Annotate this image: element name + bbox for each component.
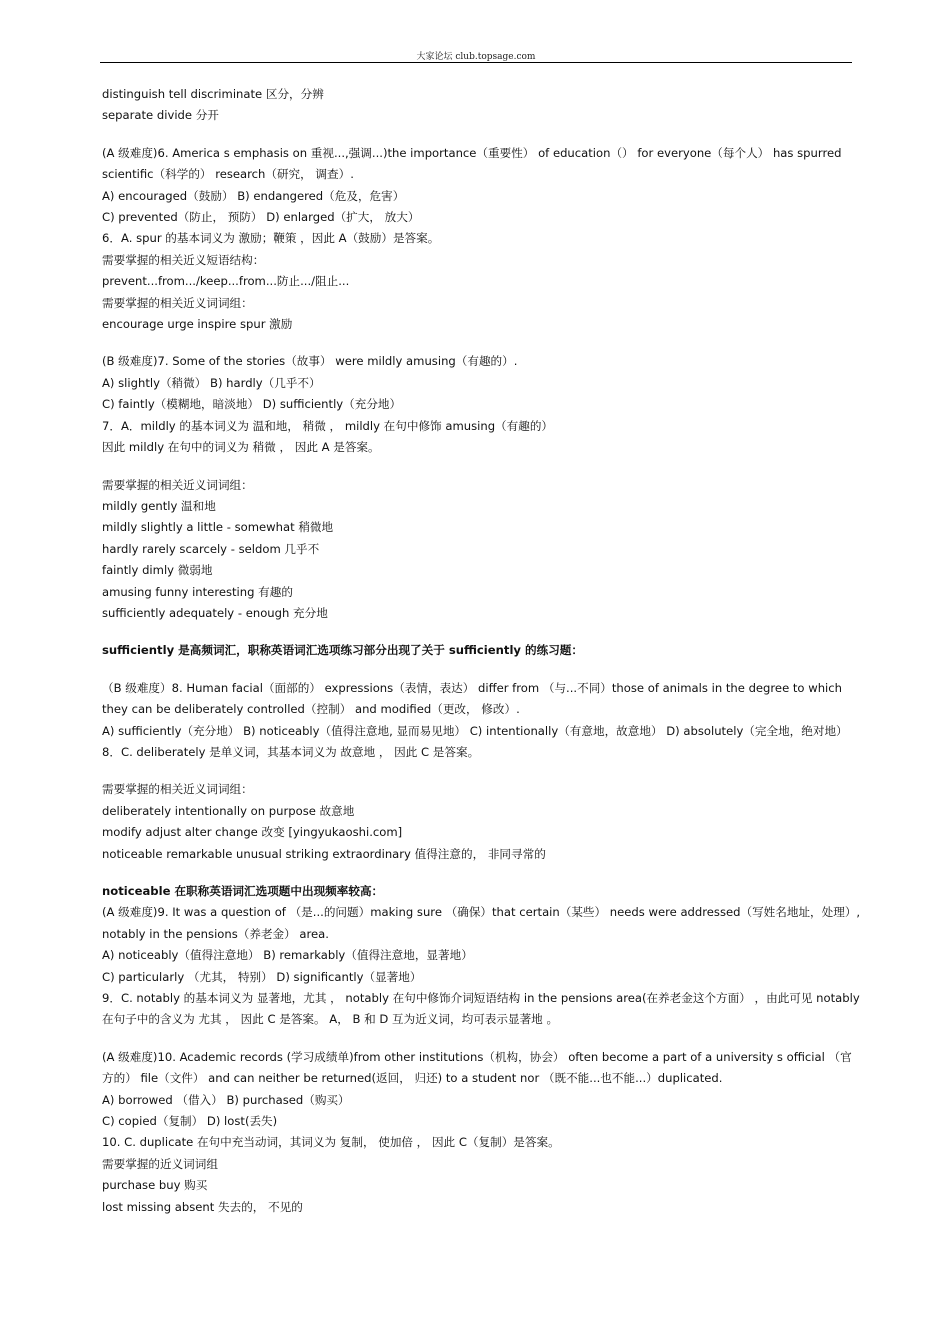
option-line: C) prevented（防止， 预防） D) enlarged（扩大， 放大）	[102, 210, 420, 225]
text-line: faintly dimly 微弱地	[102, 563, 213, 578]
note-noticeable: noticeable 在职称英语词汇选项题中出现频率较高：	[102, 884, 384, 898]
option-line: A) encouraged（鼓励） B) endangered（危及，危害）	[102, 188, 405, 203]
text-line: distinguish tell discriminate 区分，分辨	[102, 87, 324, 101]
page-header: 大家论坛 club.topsage.com	[416, 52, 536, 62]
text-line: mildly slightly a little - somewhat 稍微地	[102, 520, 334, 535]
text-line: mildly gently 温和地	[102, 498, 216, 513]
option-line: A) borrowed （借入） B) purchased（购买）	[102, 1092, 350, 1107]
text-line: scientific（科学的） research（研究， 调查）.	[102, 167, 354, 182]
text-line: 需要掌握的相关近义词词组：	[102, 295, 253, 310]
option-line: A) noticeably（值得注意地） B) remarkably（值得注意地，显著地）	[102, 948, 473, 963]
header-divider	[100, 62, 852, 63]
text-line: modify adjust alter change 改变 [yingyukaoshi.com]	[102, 825, 403, 840]
text-line: prevent...from.../keep...from...防止.../阻止...	[102, 274, 350, 289]
option-line: A) sufficiently（充分地） B) noticeably（值得注意地, 显而易见地） C) intentionally（有意地，故意地） D) absolutely（完全地，绝对地）	[102, 723, 848, 738]
text-line: purchase buy 购买	[102, 1178, 208, 1193]
option-line: C) faintly（模糊地，暗淡地） D) sufficiently（充分地）	[102, 397, 402, 412]
text-line: encourage urge inspire spur 激励	[102, 317, 293, 332]
question-7: (B 级难度)7. Some of the stories（故事） were mildly amusing（有趣的）.	[102, 354, 518, 369]
text-line: 需要掌握的相关近义短语结构：	[102, 252, 265, 267]
question-10: (A 级难度)10. Academic records (学习成绩单)from other institutions（机构，协会） often become a part of a university s official （官方的） file（文件） and can neither be returned(返回， 归还) to a student nor （既不能...也不能...）duplicated.	[102, 1049, 852, 1086]
option-line: C) copied（复制） D) lost(丢失)	[102, 1114, 278, 1129]
answer-9: 9．C. notably 的基本词义为 显著地，尤其 ， notably 在句中修饰介词短语结构 in the pensions area(在养老金这个方面） ，由此可见 notably 在句子中的含义为 尤其 ， 因此 C 是答案。 A， B 和 D 互为近义词，均可表示显著地 。	[102, 991, 860, 1027]
text-line: 因此 mildly 在句中的词义为 稍微 ， 因此 A 是答案。	[102, 440, 380, 455]
text-line: 需要掌握的相关近义词词组：	[102, 782, 253, 797]
note-sufficiently: sufficiently 是高频词汇，职称英语词汇选项练习部分出现了关于 sufficiently 的练习题：	[102, 643, 583, 658]
answer-8: 8．C. deliberately 是单义词，其基本词义为 故意地 ， 因此 C 是答案。	[102, 744, 480, 759]
text-line: 需要掌握的相关近义词词组：	[102, 477, 253, 492]
option-line: C) particularly （尤其， 特别） D) significantly（显著地）	[102, 969, 422, 984]
question-9: (A 级难度)9. It was a question of （是...的问题）making sure （确保）that certain（某些） needs were addressed（写姓名地址，处理）, notably in the pensions（养老金） area.	[102, 905, 861, 941]
answer-7: 7．A．mildly 的基本词义为 温和地， 稍微 ， mildly 在句中修饰 amusing（有趣的）	[102, 418, 554, 433]
text-line: 需要掌握的近义词词组	[102, 1156, 218, 1171]
text-line: lost missing absent 失去的， 不见的	[102, 1199, 303, 1214]
option-line: A) slightly（稍微） B) hardly（几乎不）	[102, 375, 321, 390]
question-6: (A 级难度)6. America s emphasis on 重视...,强调...)the importance（重要性） of education（） for everyone（每个人） has spurred	[102, 145, 842, 160]
answer-6: 6．A. spur 的基本词义为 激励；鞭策 ，因此 A（鼓励）是答案。	[102, 231, 440, 246]
answer-10: 10. C. duplicate 在句中充当动词，其词义为 复制， 使加倍 ， 因此 C（复制）是答案。	[102, 1135, 560, 1150]
text-line: hardly rarely scarcely - seldom 几乎不	[102, 541, 320, 556]
text-line: noticeable remarkable unusual striking extraordinary 值得注意的， 非同寻常的	[102, 846, 546, 861]
text-line: sufficiently adequately - enough 充分地	[102, 605, 328, 620]
text-line: separate divide 分开	[102, 108, 219, 123]
question-8: （B 级难度）8. Human facial（面部的） expressions（表情，表达） differ from （与...不同）those of animals in the degree to which they can be deliberately controlled（控制） and modified（更改， 修改）.	[102, 680, 842, 717]
text-line: amusing funny interesting 有趣的	[102, 584, 293, 599]
text-line: deliberately intentionally on purpose 故意地	[102, 803, 355, 818]
document-body	[102, 84, 862, 1218]
